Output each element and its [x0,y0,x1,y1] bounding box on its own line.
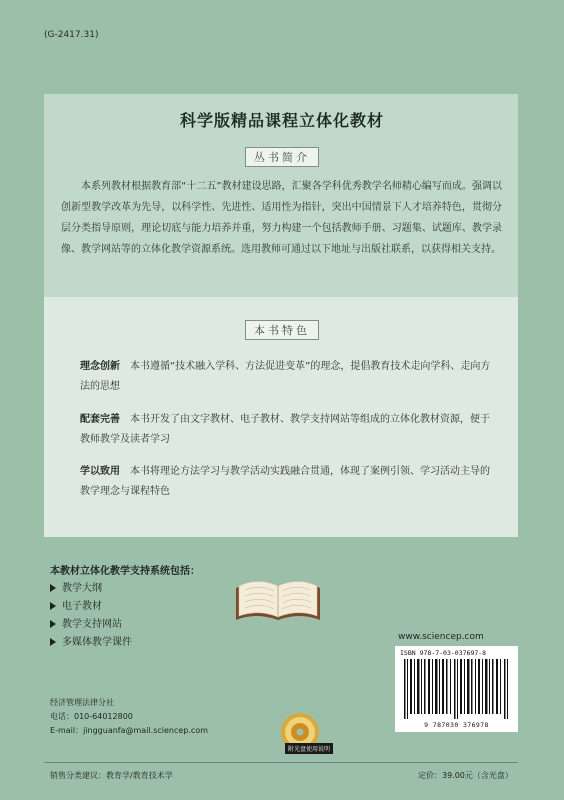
feature-item [80,410,492,450]
isbn-number: ISBN 978-7-03-037697-8 [400,649,487,657]
publisher-email: E-mail：jingguanfa@mail.sciencep.com [50,726,209,735]
list-item [50,598,132,616]
list-item [50,634,132,652]
publisher-website: www.sciencep.com [398,632,484,642]
series-intro-text [61,176,502,260]
list-item-label: 教学大纲 [62,583,102,594]
feature-name: 理念创新 [80,361,120,372]
series-intro-paragraph: 本系列教材根据教育部“十二五”教材建设思路，汇聚各学科优秀教学名师精心编写而成。强调以创新型教学改革为先导，以科学性、先进性、适用性为指针，突出中国情景下人才培养特色，贯彻分层分类指导原则，理论切底与能力培养并重，努力构建一个包括教师手册、习题集、试题库、教学录像、教学网站等的立体化教学资源系统。选用教师可通过以下地址与出版社联系，以获得相关支持。 [61,181,502,255]
barcode-number: 9 787030 376978 [424,721,489,729]
feature-text: 本书开发了由文字教材、电子教材、教学支持网站等组成的立体化教材资源，便于教师教学及读者学习 [80,414,490,445]
barcode-bars [404,659,509,719]
isbn-barcode [395,646,518,732]
book-features-heading: 本书特色 [245,320,319,340]
list-item-label: 电子教材 [62,601,102,612]
open-book-icon [234,576,322,626]
triangle-bullet-icon [50,638,56,646]
feature-text: 本书将理论方法学习与教学活动实践融合贯通，体现了案例引领、学习活动主导的教学理念与课程特色 [80,466,490,497]
feature-text: 本书遵循“技术融入学科、方法促进变革”的理念，提倡教育技术走向学科、走向方法的思想 [80,361,491,392]
list-item-label: 教学支持网站 [62,619,122,630]
sales-category: 销售分类建议：教育学/教育技术学 [50,771,173,780]
series-title: 科学版精品课程立体化教材 [179,111,384,130]
triangle-bullet-icon [50,620,56,628]
feature-name: 学以致用 [80,466,120,477]
divider [44,762,518,763]
list-item [50,580,132,598]
publisher-phone: 电话：010-64012800 [50,712,133,721]
triangle-bullet-icon [50,602,56,610]
disc-label: 附光盘使用说明 [285,743,333,754]
list-item-label: 多媒体教学课件 [62,637,132,648]
publisher-name: 经济管理法律分社 [50,698,114,707]
publisher-info [50,696,208,738]
feature-name: 配套完善 [80,414,120,425]
feature-item [80,357,492,397]
feature-item [80,462,492,502]
price-label: 定价：39.00元（含光盘） [418,771,513,780]
support-system-list [50,580,132,652]
catalog-code: (G-2417.31) [44,30,99,40]
triangle-bullet-icon [50,584,56,592]
list-item [50,616,132,634]
series-intro-heading: 丛书简介 [245,147,319,167]
support-system-title: 本教材立体化教学支持系统包括： [50,566,200,577]
